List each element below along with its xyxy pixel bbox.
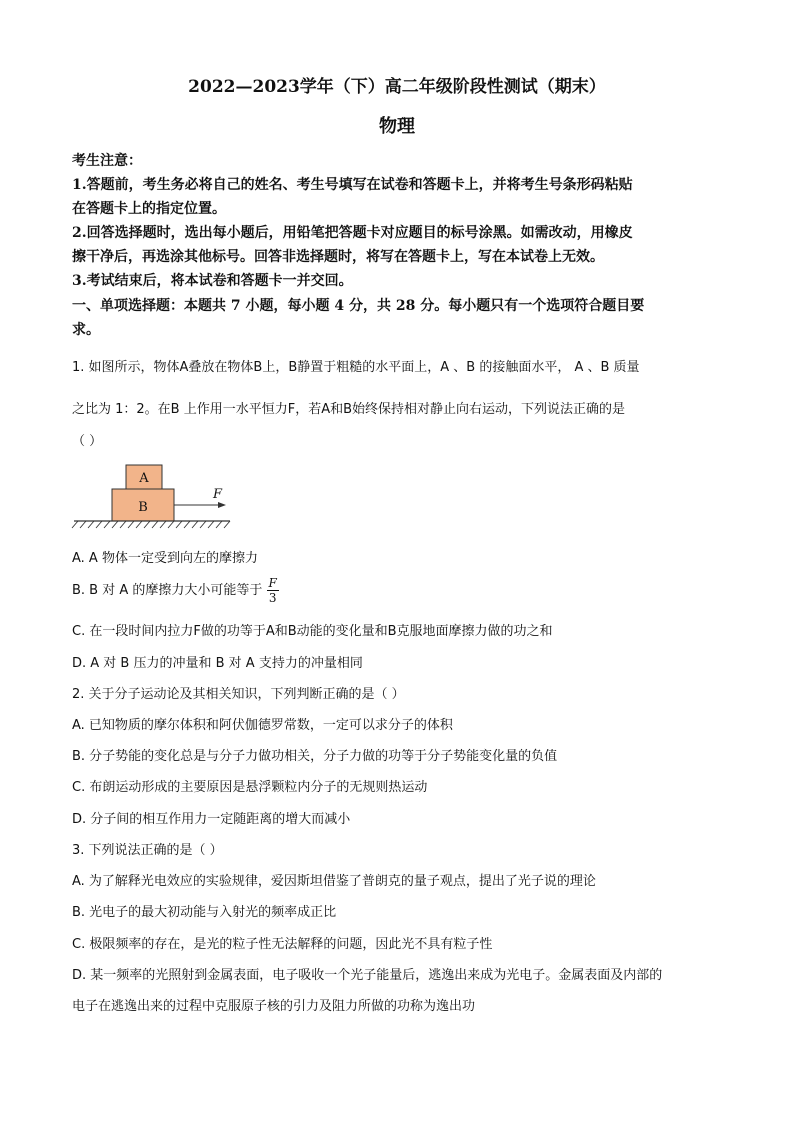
fraction-numerator: F [268,576,277,590]
notice-item-2-line-2: 擦干净后，再选涂其他标号。回答非选择题时，将写在答题卡上，写在本试卷上无效。 [72,249,604,265]
section-1-heading-line-1: 一、单项选择题：本题共 7 小题，每小题 4 分，共 28 分。每小题只有一个选项符合题目要 [72,298,645,314]
notice-item-1-line-1: 1.答题前，考生务必将自己的姓名、考生号填写在试卷和答题卡上，并将考生号条形码粘贴 [72,177,633,193]
q3-option-d-line-2: 电子在逃逸出来的过程中克服原子核的引力及阻力所做的功称为逸出功 [72,999,476,1014]
section-1-heading-line-2: 求。 [72,322,100,338]
q1-option-d: D. A 对 B 压力的冲量和 B 对 A 支持力的冲量相同 [72,656,363,671]
force-arrow-head [218,502,226,508]
q2-option-d: D. 分子间的相互作用力一定随距离的增大而减小 [72,812,351,827]
q1-stem-line-2: 之比为 1：2。在B 上作用一水平恒力F，若A和B始终保持相对静止向右运动，下列说法正确的是 [72,402,626,417]
q2-stem: 2. 关于分子运动论及其相关知识，下列判断正确的是（ ） [72,687,405,702]
q3-option-b: B. 光电子的最大初动能与入射光的频率成正比 [72,905,337,920]
q1-option-a: A. A 物体一定受到向左的摩擦力 [72,551,258,566]
q2-option-b: B. 分子势能的变化总是与分子力做功相关，分子力做的功等于分子势能变化量的负值 [72,749,558,764]
q3-stem: 3. 下列说法正确的是（ ） [72,843,223,858]
force-label: F [213,487,223,502]
q1-figure [70,460,250,535]
q3-option-d-line-1: D. 某一频率的光照射到金属表面，电子吸收一个光子能量后，逃逸出来成为光电子。金属表面及内部的 [72,968,663,983]
q1-stem-line-3: （ ） [72,434,103,449]
q2-option-c: C. 布朗运动形成的主要原因是悬浮颗粒内分子的无规则热运动 [72,780,428,795]
q3-option-c: C. 极限频率的存在，是光的粒子性无法解释的问题，因此光不具有粒子性 [72,937,493,952]
block-b-label: B [138,500,148,515]
fraction-denominator: 3 [268,591,277,605]
notice-heading: 考生注意： [72,153,142,169]
q1-stem-line-1: 1. 如图所示，物体A叠放在物体B上，B静置于粗糙的水平面上，A 、B 的接触面水平， A 、B 质量 [72,360,640,375]
notice-item-3: 3.考试结束后，将本试卷和答题卡一并交回。 [72,273,353,289]
q1-option-b [72,576,279,605]
block-a-label: A [139,471,149,486]
subject-title: 物理 [379,116,415,137]
notice-item-1-line-2: 在答题卡上的指定位置。 [72,201,226,217]
q1-option-c: C. 在一段时间内拉力F做的功等于A和B动能的变化量和B克服地面摩擦力做的功之和 [72,624,553,639]
q2-option-a: A. 已知物质的摩尔体积和阿伏伽德罗常数，一定可以求分子的体积 [72,718,453,733]
notice-item-2-line-1: 2.回答选择题时，选出每小题后，用铅笔把答题卡对应题目的标号涂黑。如需改动，用橡皮 [72,225,633,241]
q3-option-a: A. 为了解释光电效应的实验规律，爱因斯坦借鉴了普朗克的量子观点，提出了光子说的理论 [72,874,596,889]
exam-title: 2022—2023学年（下）高二年级阶段性测试（期末） [188,77,606,97]
q1-option-b-text: B. B 对 A 的摩擦力大小可能等于 [72,583,263,598]
fraction-f-over-3 [267,576,279,605]
ground-hatching [72,521,230,528]
